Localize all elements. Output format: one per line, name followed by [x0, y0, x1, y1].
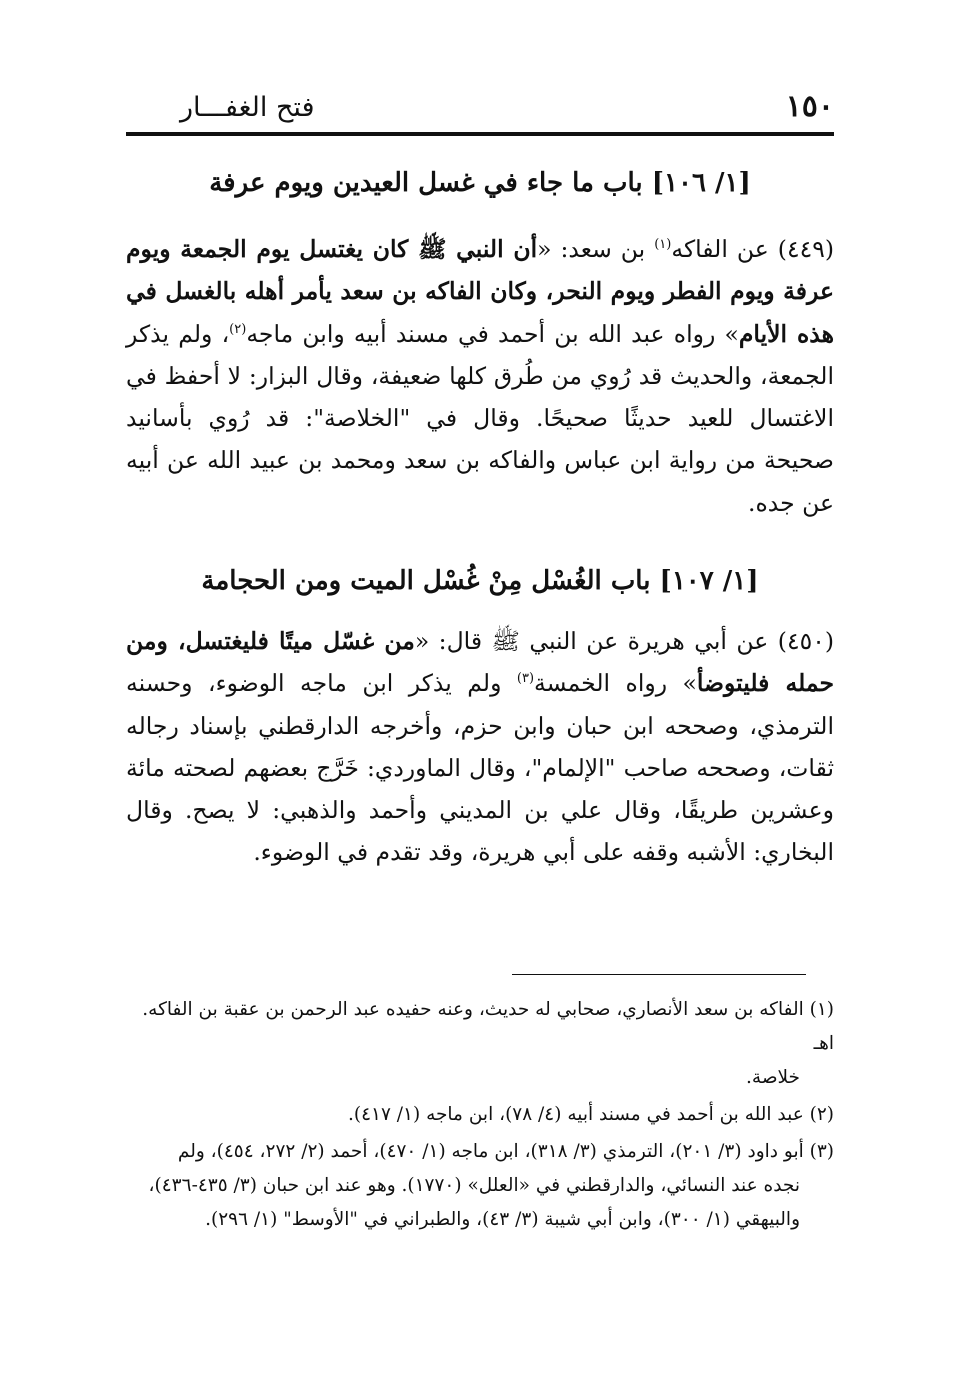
chapter-title: باب ما جاء في غسل العيدين ويوم عرفة — [209, 168, 643, 198]
footnotes — [126, 993, 834, 1240]
footnote-separator — [512, 974, 806, 975]
footnote-text-continued: خلاصة. — [746, 1067, 800, 1088]
hadith-text: » رواه عبد الله بن أحمد في مسند أبيه وابن ماجه — [246, 319, 739, 348]
footnote-ref: (٢) — [229, 321, 247, 337]
footnote-text: (١) الفاكه بن سعد الأنصاري، صحابي له حديث، وعنه حفيده عبد الرحمن بن عقبة بن الفاكه. اهـ — [142, 999, 834, 1054]
page-number: ١٥٠ — [785, 89, 834, 124]
chapter-number: [١/ ١٠٦] — [651, 168, 751, 198]
hadith-450-paragraph — [126, 620, 834, 874]
hadith-text: بن سعد: « — [537, 235, 655, 263]
footnote-text: (٣) أبو داود (٣/ ٢٠١)، الترمذي (٣/ ٣١٨)، ابن ماجه (١/ ٤٧٠)، أحمد (٢/ ٢٧٢، ٤٥٤)، ولم — [177, 1141, 834, 1162]
running-header — [126, 88, 834, 128]
hadith-text: عن أبي هريرة عن النبي ﷺ قال: « — [414, 627, 769, 655]
chapter-title: باب الغُسْل مِنْ غُسْل الميت ومن الحجامة — [201, 566, 651, 596]
chapter-number: [١/ ١٠٧] — [659, 566, 759, 596]
footnote-1 — [126, 993, 834, 1095]
hadith-number: (٤٥٠) — [777, 627, 834, 655]
footnote-ref: (٣) — [516, 671, 535, 687]
header-rule — [126, 132, 834, 136]
footnote-ref: (١) — [654, 237, 672, 253]
hadith-matn: من غسّل ميتًا فليغتسل، ومن حمله فليتوضأ — [126, 627, 835, 698]
footnote-3 — [126, 1135, 834, 1237]
hadith-matn: أن النبي ﷺ كان يغتسل يوم الجمعة ويوم عرفة ويوم الفطر ويوم النحر، وكان الفاكه بن سعد يأمر أهله بالغسل في هذه الأيام — [126, 235, 835, 348]
hadith-commentary: ، ولم يذكر الجمعة، والحديث قد رُوي من طُرق كلها ضعيفة، وقال البزار: لا أحفظ في الاغتسال للعيد حديثًا صحيحًا. وقال في "الخلاصة": قد رُوي بأسانيد صحيحة من رواية ابن عباس والفاكه بن سعد ومحمد بن عبيد الله عن أبيه عن جده. — [126, 319, 834, 517]
hadith-text: عن الفاكه — [671, 235, 769, 263]
book-title: فتح الغفـــار — [180, 92, 315, 123]
hadith-number: (٤٤٩) — [777, 235, 834, 263]
footnote-2 — [126, 1098, 834, 1132]
hadith-text: » رواه الخمسة — [534, 669, 697, 698]
chapter-heading-107 — [126, 563, 834, 599]
footnote-text-continued: نجده عند النسائي، والدارقطني في «العلل» (١٧٧٠). وهو عند ابن حبان (٣/ ٤٣٥-٤٣٦)، والبيهقي (١/ ٣٠٠)، وابن أبي شيبة (٣/ ٤٣)، والطبراني في "الأوسط" (١/ ٢٩٦). — [148, 1175, 800, 1230]
chapter-heading-106 — [126, 165, 834, 201]
footnote-text: (٢) عبد الله بن أحمد في مسند أبيه (٤/ ٧٨)، ابن ماجه (١/ ٤١٧). — [347, 1104, 834, 1125]
hadith-449-paragraph — [126, 228, 834, 524]
hadith-commentary: ولم يذكر ابن ماجه الوضوء، وحسنه الترمذي، وصححه ابن حبان وابن حزم، وأخرجه الدارقطني بإسناد رجاله ثقات، وصححه صاحب "الإلمام"، وقال الماوردي: خَرَّج بعضهم لصحته مائة وعشرين طريقًا، وقال علي بن المديني وأحمد والذهبي: لا يصح. وقال البخاري: الأشبه وقفه على أبي هريرة، وقد تقدم في الوضوء. — [126, 669, 834, 867]
